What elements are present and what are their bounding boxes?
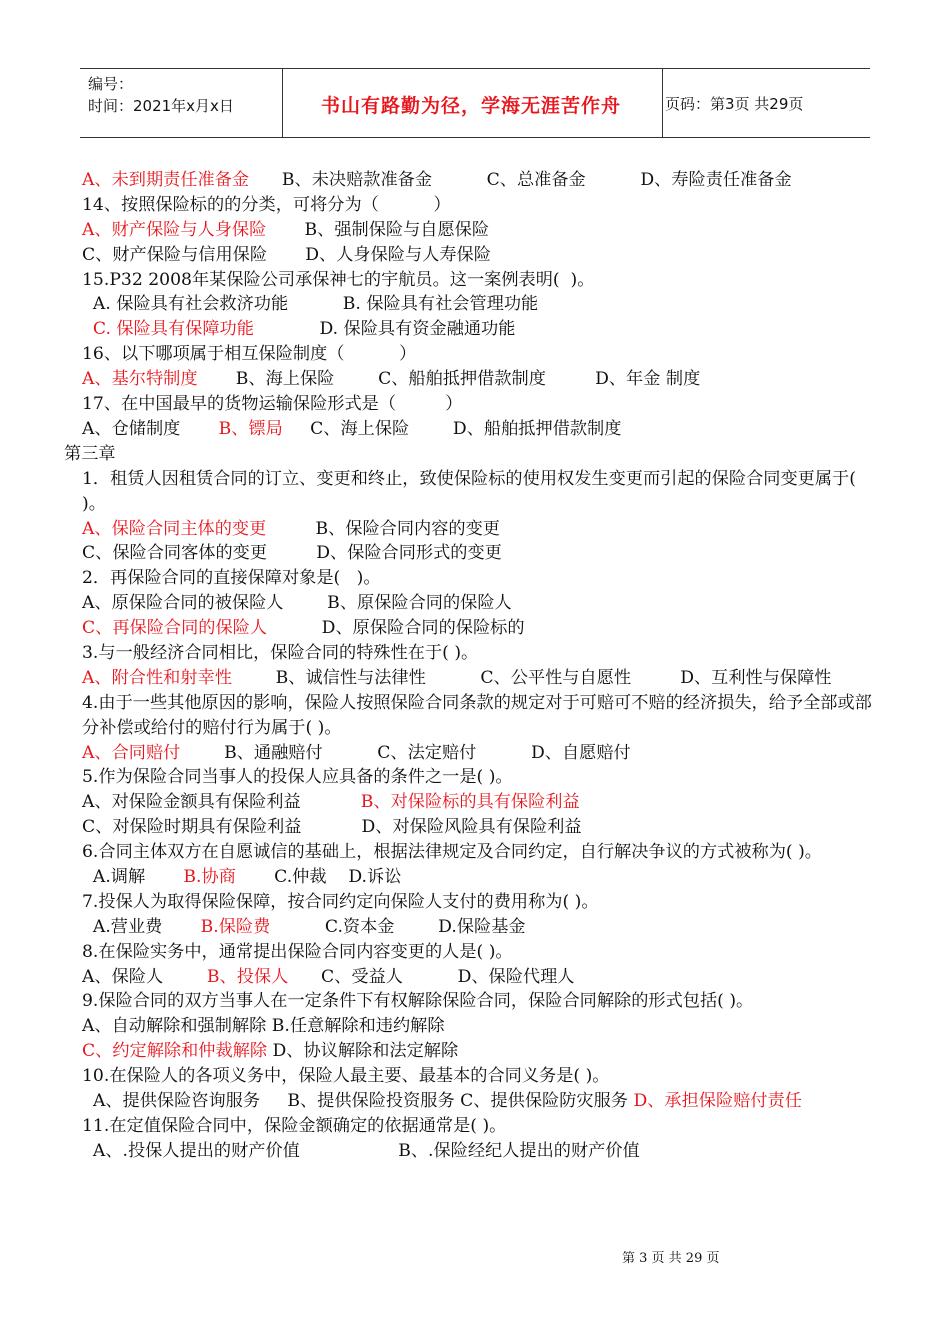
header-time: 时间：2021年x月x日 <box>88 97 234 115</box>
line-text: A、保险人 <box>82 966 207 987</box>
line-text: 15.P32 2008年某保险公司承保神七的宇航员。这一案例表明( )。 <box>82 269 595 290</box>
answer-text: A、保险合同主体的变更 <box>82 518 267 539</box>
line-text: C、受益人 D、保险代理人 <box>288 966 575 987</box>
text-line <box>82 840 872 865</box>
line-text: B、未决赔款准备金 C、总准备金 D、寿险责任准备金 <box>249 170 792 190</box>
line-text: 2．再保险合同的直接保障对象是( )。 <box>82 568 381 589</box>
text-line <box>82 342 872 367</box>
text-line <box>82 218 872 243</box>
line-text: A、仓储制度 <box>82 418 219 439</box>
line-text: 14、按照保险标的的分类，可将分为（ ） <box>82 194 451 215</box>
text-line <box>82 790 872 815</box>
answer-text: B、对保险标的具有保险利益 <box>360 792 580 813</box>
line-text: A、自动解除和强制解除 B.任意解除和违约解除 <box>82 1016 445 1037</box>
line-text: A、原保险合同的被保险人 B、原保险合同的保险人 <box>82 593 512 614</box>
text-line <box>82 392 872 417</box>
text-line <box>82 1014 872 1039</box>
line-text: 9.保险合同的双方当事人在一定条件下有权解除保险合同，保险合同解除的形式包括( )。 <box>82 991 754 1012</box>
line-text: A、对保险金额具有保险利益 <box>82 792 361 813</box>
text-line <box>82 317 872 342</box>
text-line <box>82 541 872 566</box>
header-meta <box>88 73 234 117</box>
answer-text: B、投保人 <box>206 966 289 987</box>
line-text: 17、在中国最早的货物运输保险形式是（ ） <box>82 394 463 415</box>
text-line <box>82 1039 872 1064</box>
answer-text: A、未到期责任准备金 <box>82 170 250 190</box>
line-text: B、通融赔付 C、法定赔付 D、自愿赔付 <box>180 742 631 763</box>
line-text: A. 保险具有社会救济功能 B. 保险具有社会管理功能 <box>82 294 539 315</box>
answer-text: B.保险费 <box>200 916 271 937</box>
document-body <box>64 168 873 1164</box>
text-line <box>82 292 872 317</box>
text-line <box>82 641 872 666</box>
header-divider <box>662 69 663 137</box>
answer-text: A、合同赔付 <box>82 742 181 763</box>
answer-text: A、基尔特制度 <box>82 369 198 390</box>
line-text: A、提供保险咨询服务 B、提供保险投资服务 C、提供保险防灾服务 <box>82 1091 634 1112</box>
text-line <box>82 1064 872 1089</box>
line-text: C.仲裁 D.诉讼 <box>235 867 402 888</box>
line-text: C.资本金 D.保险基金 <box>270 916 526 937</box>
line-text: 11.在定值保险合同中，保险金额确定的依据通常是( )。 <box>82 1115 507 1136</box>
line-text: A、.投保人提出的财产价值 B、.保险经纪人提出的财产价值 <box>82 1140 640 1161</box>
text-line <box>82 691 872 741</box>
text-line <box>82 193 872 218</box>
line-text: 3.与一般经济合同相比，保险合同的特殊性在于( )。 <box>82 642 479 663</box>
text-line <box>82 417 872 442</box>
text-line <box>82 815 872 840</box>
answer-text: D、承担保险赔付责任 <box>633 1091 802 1112</box>
answer-text: C. 保险具有保障功能 <box>82 319 254 340</box>
text-line <box>82 243 872 268</box>
page-footer: 第 3 页 共 29 页 <box>622 1251 720 1266</box>
text-line <box>82 268 872 293</box>
header-page: 页码：第3页 共29页 <box>665 95 804 113</box>
question-block-ch2 <box>82 168 872 442</box>
answer-text: B.协商 <box>183 867 236 888</box>
header-motto: 书山有路勤为径，学海无涯苦作舟 <box>320 95 621 117</box>
line-text: B、海上保险 C、船舶抵押借款制度 D、年金 制度 <box>197 369 701 390</box>
header-number: 编号： <box>88 75 134 93</box>
text-line <box>82 616 872 641</box>
text-line <box>82 865 872 890</box>
line-text: D. 保险具有资金融通功能 <box>253 319 516 340</box>
text-line <box>82 765 872 790</box>
text-line <box>82 741 872 766</box>
line-text: 10.在保险人的各项义务中，保险人最主要、最基本的合同义务是( )。 <box>82 1066 610 1087</box>
line-text: C、海上保险 D、船舶抵押借款制度 <box>282 418 622 439</box>
text-line <box>82 1089 872 1114</box>
text-line <box>82 591 872 616</box>
line-text: D、协议解除和法定解除 <box>267 1041 459 1062</box>
line-text: C、财产保险与信用保险 D、人身保险与人寿保险 <box>82 244 491 265</box>
text-line <box>82 915 872 940</box>
line-text: A.调解 <box>82 867 184 888</box>
line-text: C、保险合同客体的变更 D、保险合同形式的变更 <box>82 543 502 564</box>
question-block-ch3 <box>82 467 872 1164</box>
answer-text: C、再保险合同的保险人 <box>82 618 268 639</box>
line-text: 6.合同主体双方在自愿诚信的基础上，根据法律规定及合同约定，自行解决争议的方式被称为( )。 <box>82 842 822 863</box>
line-text: 4.由于一些其他原因的影响，保险人按照保险合同条款的规定对于可赔可不赔的经济损失，给予全部或部分补偿或给付的赔付行为属于( )。 <box>82 692 872 738</box>
text-line <box>82 367 872 392</box>
text-line <box>82 666 872 691</box>
line-text: 5.作为保险合同当事人的投保人应具备的条件之一是( )。 <box>82 767 513 788</box>
text-line <box>82 890 872 915</box>
answer-text: A、附合性和射幸性 <box>82 667 232 688</box>
text-line <box>82 1139 872 1164</box>
line-text: 8.在保险实务中，通常提出保险合同内容变更的人是( )。 <box>82 941 513 962</box>
line-text: D、原保险合同的保险标的 <box>267 618 525 639</box>
text-line <box>82 940 872 965</box>
line-text: 7.投保人为取得保险保障，按合同约定向保险人支付的费用称为( )。 <box>82 891 599 912</box>
answer-text: B、镖局 <box>218 418 283 439</box>
answer-text: A、财产保险与人身保险 <box>82 219 267 240</box>
page-header <box>80 68 870 138</box>
line-text: B、保险合同内容的变更 <box>266 518 500 539</box>
text-line <box>82 965 872 990</box>
line-text: 16、以下哪项属于相互保险制度（ ） <box>82 344 417 365</box>
line-text: 1．租赁人因租赁合同的订立、变更和终止，致使保险标的使用权发生变更而引起的保险合同变更属于( )。 <box>82 468 873 514</box>
text-line <box>82 566 872 591</box>
chapter-heading: 第三章 <box>64 443 116 464</box>
text-line <box>82 168 872 193</box>
line-text: B、强制保险与自愿保险 <box>266 219 490 240</box>
line-text: A.营业费 <box>82 916 201 937</box>
text-line <box>82 517 872 542</box>
line-text: B、诚信性与法律性 C、公平性与自愿性 D、互利性与保障性 <box>231 667 832 688</box>
text-line <box>82 989 872 1014</box>
line-text: C、对保险时期具有保险利益 D、对保险风险具有保险利益 <box>82 817 582 838</box>
answer-text: C、约定解除和仲裁解除 <box>82 1041 268 1062</box>
text-line <box>82 1114 872 1139</box>
text-line <box>82 467 872 517</box>
